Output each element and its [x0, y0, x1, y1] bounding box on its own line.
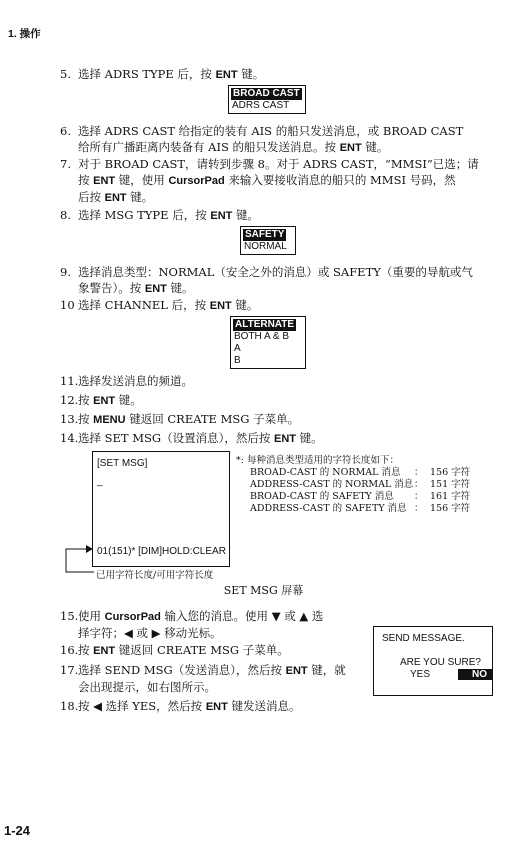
dialog-title: SEND MESSAGE. [382, 633, 465, 644]
ent-key-label: ENT [285, 665, 308, 677]
ent-key-label: ENT [215, 69, 238, 81]
step-5 [60, 66, 264, 83]
step-13 [60, 411, 299, 428]
step-number: 9. [60, 265, 71, 279]
menu-option-selected[interactable]: SAFETY [245, 229, 285, 240]
step-text: 会出现提示，如右图所示。 [78, 680, 216, 694]
msg-type-label: ADDRESS-CAST 的 SAFETY 消息 [250, 503, 407, 514]
step-text: 键。 [232, 208, 260, 222]
ent-key-label: ENT [274, 433, 296, 445]
step-number: 6. [60, 124, 71, 138]
menu-option-selected[interactable]: ALTERNATE [235, 319, 295, 330]
section-header: 1. 操作 [8, 28, 41, 40]
ent-key-label: ENT [205, 701, 228, 713]
menu-option[interactable]: A [234, 343, 241, 354]
step-number: 18. [60, 699, 79, 713]
step-text: 键。 [237, 67, 265, 81]
separator: ： [414, 467, 424, 478]
step-text: 按 [78, 412, 94, 426]
step-14 [60, 430, 323, 447]
pointer-label: 已用字符长度/可用字符长度 [96, 570, 214, 581]
step-text: 键。 [231, 298, 259, 312]
char-length: 161 字符 [430, 491, 471, 502]
step-text: 键。 [166, 281, 194, 295]
separator: ： [414, 503, 424, 514]
step-text: 按 [78, 643, 94, 657]
footnote [236, 455, 470, 515]
msg-type-label: ADDRESS-CAST 的 NORMAL 消息 [250, 479, 414, 490]
separator: ： [414, 491, 424, 502]
step-text: 择字符；◀ 或 ▶ 移动光标。 [78, 626, 222, 640]
step-number: 17. [60, 663, 79, 677]
footnote-row [236, 479, 470, 491]
step-text: 选择 SEND MSG（发送消息），然后按 [78, 663, 286, 677]
step-text: 键。 [296, 431, 323, 445]
step-18 [60, 698, 301, 715]
step-text: 给所有广播距离内装备有 AIS 的船只发送消息。按 [78, 140, 340, 154]
step-text: 键。 [115, 393, 142, 407]
char-length: 151 字符 [430, 479, 471, 490]
step-17 [60, 662, 346, 695]
footnote-heading: *: 每种消息类型适用的字符长度如下： [236, 455, 399, 466]
step-text: 后按 [78, 190, 105, 204]
step-number: 5. [60, 67, 71, 81]
footnote-row [236, 467, 470, 479]
send-message-dialog [373, 626, 493, 696]
step-text: 选择 ADRS TYPE 后，按 [78, 67, 216, 81]
step-text: 输入您的消息。使用 ▼ 或 ▲ 选 [160, 609, 324, 623]
menu-key-label: MENU [93, 414, 126, 426]
ent-key-label: ENT [93, 175, 116, 187]
status-line: 01(151)* [DIM]HOLD:CLEAR [97, 546, 226, 557]
step-text: 选择消息类型：NORMAL（安全之外的消息）或 SAFETY（重要的导航或气 [78, 265, 473, 279]
step-number: 7. [60, 157, 71, 171]
step-10 [60, 297, 258, 314]
screen-title: [SET MSG] [97, 458, 148, 469]
step-text: 键，就 [307, 663, 346, 677]
step-text: 选择 CHANNEL 后，按 [78, 298, 210, 312]
ent-key-label: ENT [210, 210, 233, 222]
step-text: 象警告）。按 [78, 281, 145, 295]
step-text: 键返回 CREATE MSG 子菜单。 [115, 643, 289, 657]
step-text: 选择发送消息的频道。 [78, 374, 193, 388]
step-number: 11. [60, 374, 79, 388]
char-length: 156 字符 [430, 503, 471, 514]
page-number: 1-24 [4, 823, 31, 838]
step-text: 来输入要接收消息的船只的 MMSI 号码，然 [224, 173, 456, 187]
step-number: 8. [60, 208, 71, 222]
step-9 [60, 264, 473, 297]
separator: ： [414, 479, 424, 490]
ent-key-label: ENT [209, 300, 232, 312]
pointer-arrow-icon [60, 540, 100, 574]
step-text: 按 [78, 393, 94, 407]
step-text: 按 [78, 173, 94, 187]
step-text: 键。 [361, 140, 389, 154]
text-cursor: _ [97, 476, 103, 487]
no-option[interactable]: NO [458, 669, 492, 680]
step-15 [60, 608, 323, 641]
menu-option[interactable]: ADRS CAST [232, 100, 290, 111]
channel-menu [230, 316, 306, 369]
ent-key-label: ENT [339, 142, 362, 154]
step-8 [60, 207, 259, 224]
step-number: 10 [60, 298, 75, 312]
step-text: 使用 [78, 609, 105, 623]
step-number: 15. [60, 609, 79, 623]
adrs-type-menu [228, 85, 306, 114]
step-number: 13. [60, 412, 79, 426]
step-text: 键返回 CREATE MSG 子菜单。 [125, 412, 300, 426]
menu-option[interactable]: B [234, 355, 241, 366]
yes-option[interactable]: YES [410, 669, 431, 680]
ent-key-label: ENT [144, 283, 167, 295]
msg-type-label: BROAD-CAST 的 SAFETY 消息 [250, 491, 394, 502]
cursorpad-key-label: CursorPad [104, 611, 161, 623]
msg-type-label: BROAD-CAST 的 NORMAL 消息 [250, 467, 401, 478]
footnote-row [236, 491, 470, 503]
step-11 [60, 373, 193, 389]
step-text: 键发送消息。 [227, 699, 301, 713]
step-text: 选择 ADRS CAST 给指定的装有 AIS 的船只发送消息，或 BROAD CAST [78, 124, 464, 138]
step-text: 对于 BROAD CAST，请转到步骤 8。对于 ADRS CAST，“MMSI”已选；请 [78, 157, 479, 171]
step-text: 选择 SET MSG（设置消息），然后按 [78, 431, 274, 445]
step-text: 选择 MSG TYPE 后，按 [78, 208, 211, 222]
dialog-question: ARE YOU SURE? [400, 657, 481, 668]
msg-type-menu [240, 226, 296, 255]
char-length: 156 字符 [430, 467, 471, 478]
cursorpad-key-label: CursorPad [168, 175, 225, 187]
menu-option[interactable]: NORMAL [244, 241, 287, 252]
set-msg-screen [92, 451, 230, 567]
step-7 [60, 156, 479, 206]
step-number: 12. [60, 393, 79, 407]
step-text: 按 ◀ 选择 YES，然后按 [78, 699, 206, 713]
ent-key-label: ENT [93, 645, 116, 657]
step-text: 键。 [126, 190, 154, 204]
step-number: 14. [60, 431, 79, 445]
step-number: 16. [60, 643, 79, 657]
menu-option-selected[interactable]: BROAD CAST [233, 88, 300, 99]
step-16 [60, 642, 289, 659]
menu-option[interactable]: BOTH A & B [234, 331, 290, 342]
ent-key-label: ENT [93, 395, 116, 407]
screen-caption: SET MSG 屏幕 [223, 584, 304, 597]
ent-key-label: ENT [104, 192, 127, 204]
footnote-row [236, 503, 470, 515]
step-text: 键，使用 [115, 173, 169, 187]
step-6 [60, 123, 463, 156]
step-12 [60, 392, 142, 409]
